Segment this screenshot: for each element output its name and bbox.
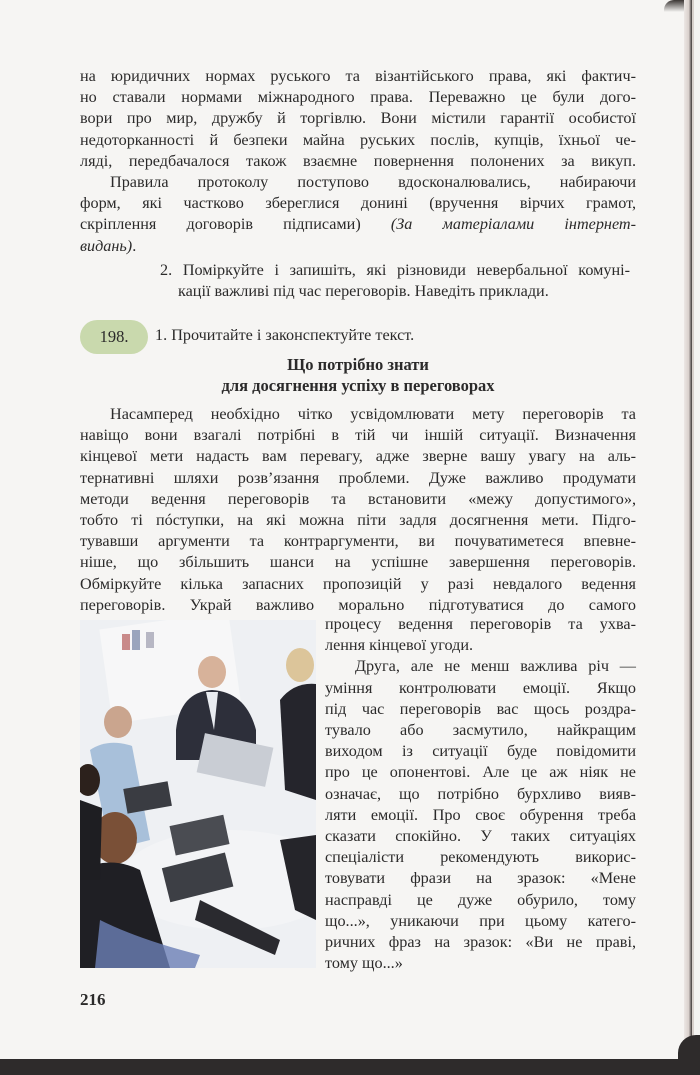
- text-line: Насамперед необхідно чітко усвідомлювати мету переговорів та: [110, 405, 636, 423]
- text-line: ніше, що збільшить шанси на успішне завершення переговорів.: [80, 553, 636, 572]
- text-line: лення кінцевої угоди.: [325, 636, 474, 655]
- text-line: під час переговорів вас щось роздра-: [325, 699, 636, 718]
- text-line: [80, 214, 636, 235]
- text-line: тобто ті пóступки, на які можна піти задля досягнення мети. Підго-: [80, 511, 636, 530]
- text-line: ляді, передбачалося також взаємне повернення полонених за викуп.: [80, 151, 636, 170]
- exercise-heading: [80, 354, 636, 396]
- text-line: но ставали нормами міжнародного права. Переважно це були дого-: [80, 88, 636, 107]
- text-line: переговорів. Украй важливо морально підготуватися до самого: [80, 595, 636, 614]
- book-bottom-edge: [0, 1059, 700, 1075]
- text-line: сказати спокійно. У таких ситуаціях: [325, 827, 636, 846]
- meeting-illustration-icon: [80, 620, 316, 968]
- text-line: виходом із ситуації буде повідомити: [325, 742, 636, 761]
- text-line: тому що...»: [325, 954, 403, 973]
- text-line: кінцевої мети надасть вам перевагу, адже зверне вашу увагу на аль-: [80, 447, 636, 466]
- task-line: 2. Поміркуйте і запишіть, які різновиди невербальної комуні-: [160, 261, 630, 279]
- text-line: ляти емоції. Про своє обурення треба: [325, 805, 636, 824]
- text-line: тернативні шляхи розв’язання проблеми. Дуже важливо продумати: [80, 468, 636, 487]
- text-segment: скріплення договорів підписами): [80, 215, 361, 234]
- text-line: товувати фрази на зразок: «Мене: [325, 869, 636, 888]
- text-line: форм, які частково збереглися донині (вручення вірчих грамот,: [80, 194, 636, 213]
- text-line: вори про мир, дружбу й торгівлю. Вони містили гарантії особистої: [80, 109, 636, 128]
- text-line: ричних фраз на зразок: «Ви не праві,: [325, 933, 636, 952]
- text-line: навіщо вони взагалі потрібні в тій чи іншій ситуації. Визначення: [80, 426, 636, 445]
- text-line: Обміркуйте кілька запасних пропозицій у разі невдалого ведення: [80, 574, 636, 593]
- task-line: кації важливі під час переговорів. Наведіть приклади.: [178, 282, 549, 301]
- business-meeting-photo: [80, 620, 316, 968]
- text-line: про це опонентові. Але це аж ніяк не: [325, 763, 636, 782]
- page-number: 216: [80, 990, 106, 1009]
- exercise-body: [80, 404, 636, 616]
- text-line: недоторканності й безпеки майна руських послів, купців, їхньої че-: [80, 130, 636, 149]
- text-line: означає, що потрібно бурхливо вияв-: [325, 784, 636, 803]
- intro-paragraph: [80, 66, 636, 257]
- heading-line: для досягнення успіху в переговорах: [221, 376, 495, 395]
- exercise-number-badge: 198.: [80, 320, 148, 354]
- exercise-task-1: 1. Прочитайте і законспектуйте текст.: [155, 326, 415, 344]
- text-line: тувало або засмутило, найкращим: [325, 721, 636, 740]
- text-line: [80, 236, 636, 257]
- text-line: процесу ведення переговорів та ухва-: [325, 615, 636, 633]
- source-citation: (За матеріалами інтернет-: [390, 215, 636, 234]
- exercise-body-column: [325, 614, 636, 974]
- heading-line: Що потрібно знати: [287, 355, 429, 374]
- text-line: Друга, але не менш важлива річ —: [355, 657, 636, 676]
- text-line: Правила протоколу поступово вдосконалювались, набираючи: [110, 173, 636, 192]
- page-right-edge: [684, 0, 692, 1062]
- text-line: на юридичних нормах руського та візантійського права, які фактич-: [80, 67, 636, 85]
- task-2: [160, 260, 630, 302]
- text-line: методи ведення переговорів та встановити «межу допустимого»,: [80, 489, 636, 508]
- text-line: тувавши аргументи та контраргументи, ви почуватиметеся впевне-: [80, 532, 636, 551]
- text-line: що...», уникаючи при цьому катего-: [325, 911, 636, 930]
- source-citation-end: видань): [80, 236, 133, 255]
- text-line: спеціалісти рекомендують викорис-: [325, 848, 636, 867]
- period: .: [132, 236, 137, 255]
- text-line: уміння контролювати емоції. Якщо: [325, 678, 636, 697]
- text-line: насправді це дуже обурило, тому: [325, 890, 636, 909]
